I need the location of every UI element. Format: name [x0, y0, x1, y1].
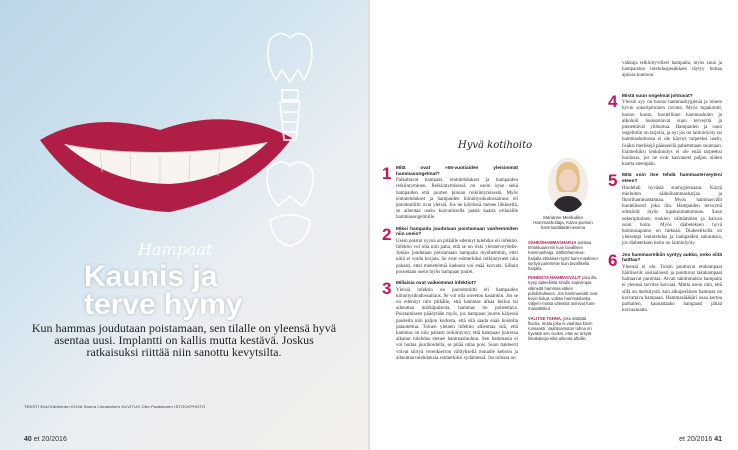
- page-folio-right: [679, 436, 722, 443]
- qa-item: [608, 171, 722, 247]
- answer: Yleensä ei ole. Toisin puuttuvat etuhampaat häiritsevät sosiaalisesti ja puuttuvat takahampaat haittaavat purentaa. Aivan takimmaisia hampaita ei yleensä tarvitse korvata. Mutta usein niin, että sillä on merkitystä, kun alkuperäinen hammas on korvattava hampaan. Hammaslääkäri osaa kertoa parhaiten, kannattaako hampaasi jättää korvaamatta.: [622, 264, 722, 314]
- right-page: [370, 0, 738, 450]
- question-number: 5: [608, 171, 618, 191]
- tip-title: SÄHKÖHAMMASHARJA: [528, 240, 577, 245]
- qa-item: [382, 224, 518, 276]
- question: Mitä voin itse tehdä hammasterveyteni eteen?: [622, 173, 722, 185]
- magazine-issue: et 20/2016: [33, 436, 67, 443]
- question: Jos hammasreikiin syntyy aukko, onko siitä haittaa?: [622, 252, 722, 264]
- section-title: Hyvä kotihoito: [458, 140, 533, 151]
- answer: Huolehdi hyvästä suuhygieniasta. Käytä mieluiten sähköhammasharjaa ja fluorihammastahnaa. Myös hammasvälit huolellisesti joka ilta. Hampaiden terveyttä edistävät myös tupakoimattomuus. Suun sokeripitoinen ruokien välttäminen ja kaivan suun hoito. Myös diabeteksen hyvä hoitotasapaino on tärkeää. Diabeetikolla on yleisempi ientulehdus ja hampaiden sairauksia, jos diabeteksen hoito on laiminlyöty.: [622, 185, 722, 247]
- article-kicker: Hampaat: [138, 240, 213, 259]
- tip-item: [528, 316, 598, 342]
- page-number: 41: [714, 436, 722, 443]
- answer: Paikattavat hampaat, ientulehdukset ja hampaiden reikiintyminen. Reikiintymisessä on usein kyse sekä hampaiden että juurten pinnan reikiintymisestä. Myös ientulehdukset ja hampaiden kiinnitysikudossairaus eli parodontiitti ovat yleisiä. Jos ne käytössä menee liikkeeltä, se aiheutaa usein kuivumisella jaastä kaarta erilaisille hammasongelmille.: [396, 178, 518, 221]
- tip-title: VALITSE TAHNA,: [528, 315, 563, 321]
- page-folio-left: [24, 436, 67, 443]
- text-column-2: [608, 60, 722, 319]
- article-headline: [84, 260, 360, 321]
- portrait-caption: Marianne Merikukka Hammashoitaja, Kaivo-puiston hammaslääkäri-asema: [533, 215, 593, 231]
- tip-item: [528, 240, 598, 271]
- answer: Usein poistot syynä on pitkälle edennyt tulehdus eli infektio. Infektio voi olla niin paha, että se on riski yleisterveydelle. Joskus joudutaan poistamaan hampaita myöhemmin, ettei niitä ei voida korjata. Se ovat esimerkiksi reikiintyneet niin pahasti, ettei menetelmiä kadoota voi enää korvata. Silloin poistetaan usein myös hampaan juuret.: [396, 238, 518, 275]
- headline-line: terve hymy: [84, 288, 243, 321]
- tip-title: PUHDISTA HAMMASVÄLIT: [528, 275, 582, 281]
- qa-item: [382, 279, 518, 362]
- qa-item: [382, 164, 518, 222]
- tips-box: [528, 240, 598, 346]
- magazine-issue: et 20/2016: [679, 436, 713, 443]
- article-credits: TEKSTI Essi Kähkönen KUVA Sanna Liimatainen KUVITUS Otto Paakkanen ISTOCKPHOTO: [24, 404, 206, 409]
- article-lead: Kun hammas joudutaan poistamaan, sen tilalle on yleensä hyvä asentaa uusi. Implantti on kallis mutta kestävä. Joskus ratkaisuksi riittää niin sanottu kevytsilta.: [31, 321, 337, 359]
- headline-line: Kaunis ja: [84, 260, 218, 293]
- question: Miksi hampaita joudutaan poistamaan vanhemmiten niin usein?: [396, 226, 518, 238]
- expert-portrait: [548, 158, 588, 212]
- tip-body: poistaa tehokkaammin kuin tavallinen hammasharja. Sähköhammas-harjalla ehkäiset myös ham-maskiven syntyä paremmin kuin tavallisella harjalla.: [528, 240, 598, 272]
- implant-sketch: [230, 20, 350, 250]
- question: Millaisia ovat vaikeimmat infektiot?: [396, 281, 477, 287]
- question-number: 6: [608, 250, 618, 270]
- answer: Yleisiä infektio on parodontiitti eli hampaiden kiinnitysikudossairaus. Se voi olla oireeton kauankin. Jos se on edennyt niin pitkälle, että hammas alkaa heilua tai aiheuttaa märkäpaiseita, hammas on poistettava. Poistamiseen päädytään myös, jos hampaan juuren kärjessä paisteita niin paljon kudosta, että sitä saada enää hoidolla palautettua. Toinen yleinen infektio aiheuttaa sitä, että hammas on niin pahasti reikiintynyt, että hampaan juuressa alkanut tulehdus etenee hammasluuhun. Sen hammasta ei voi hoitaa juurihoidolla, se pitää ottaa pois. Suun bakteerit voivat siirtyä verenkierron välityksellä muualle kehoon ja aiheuttaa tulehduksia esimerkiksi sydämessä. Jos tulossa on: [396, 287, 518, 361]
- tip-body: joka ilta. Kysy apteekista sinulle sopivimpia välineitä hammas-välien puhdistukseen. Jos hammasvälit ovat kovin tiukat, valitse hammaslanka. Väljem-missä väleissä toimivat ham-masvälitikut.: [528, 275, 598, 312]
- question-number: 1: [382, 164, 392, 183]
- question-number: 2: [382, 224, 392, 244]
- answer: Yleisin syy on huono hammashygienia ja toinen hyvin sokeripitoinen ravinto. Myös tupakointi, huono kunto, huolellinen hammashoito ja alkoholi huonontavat suun terveyttä ja pienentävät ylihuotua. Hampaiden ja suun ongelmiin on tarjolla, ja nyt jos on laiminlyöty tai hammashoitossa ei ole käynyt tarpeeksi usein, lisäksi merkkejä päässeellä pahemmaan suuntaan. Esimerkiksi ienkiinnitys ei ole enää tarpeeksi hoidossa, jos ne ovat kasvaneet paljon niiden kautta eteenpäin.: [622, 100, 722, 168]
- left-page: [0, 0, 368, 450]
- question-number: 4: [608, 91, 618, 111]
- question-number: 3: [382, 279, 392, 299]
- text-column-1: [382, 164, 518, 367]
- tip-body: joka sisältää fluoria, mutta joka ei vaahtoa kovin runsaasti. Vaahtoamaton tahna on hyväksi sen vuoksi, ettei se ärsytä limakalvoja eikä aiheuta aftoille.: [528, 315, 593, 342]
- tip-item: [528, 275, 598, 311]
- page-number: 40: [24, 436, 32, 443]
- question: Mitä ovat »55-vuotiaiden yleisimmät hammasongelmat?: [396, 166, 518, 177]
- article-title-block: [30, 240, 360, 319]
- qa-item: [608, 250, 722, 315]
- question: Mistä suun ongelmat johtuvat?: [622, 93, 693, 99]
- qa-item: [608, 91, 722, 169]
- continued-answer: vakkaja reikiintyvilleet hampaita, myös suun ja hampaiston tulehduspesäkkeet täytyy hoitaa ajoissa kuntoon.: [622, 61, 722, 79]
